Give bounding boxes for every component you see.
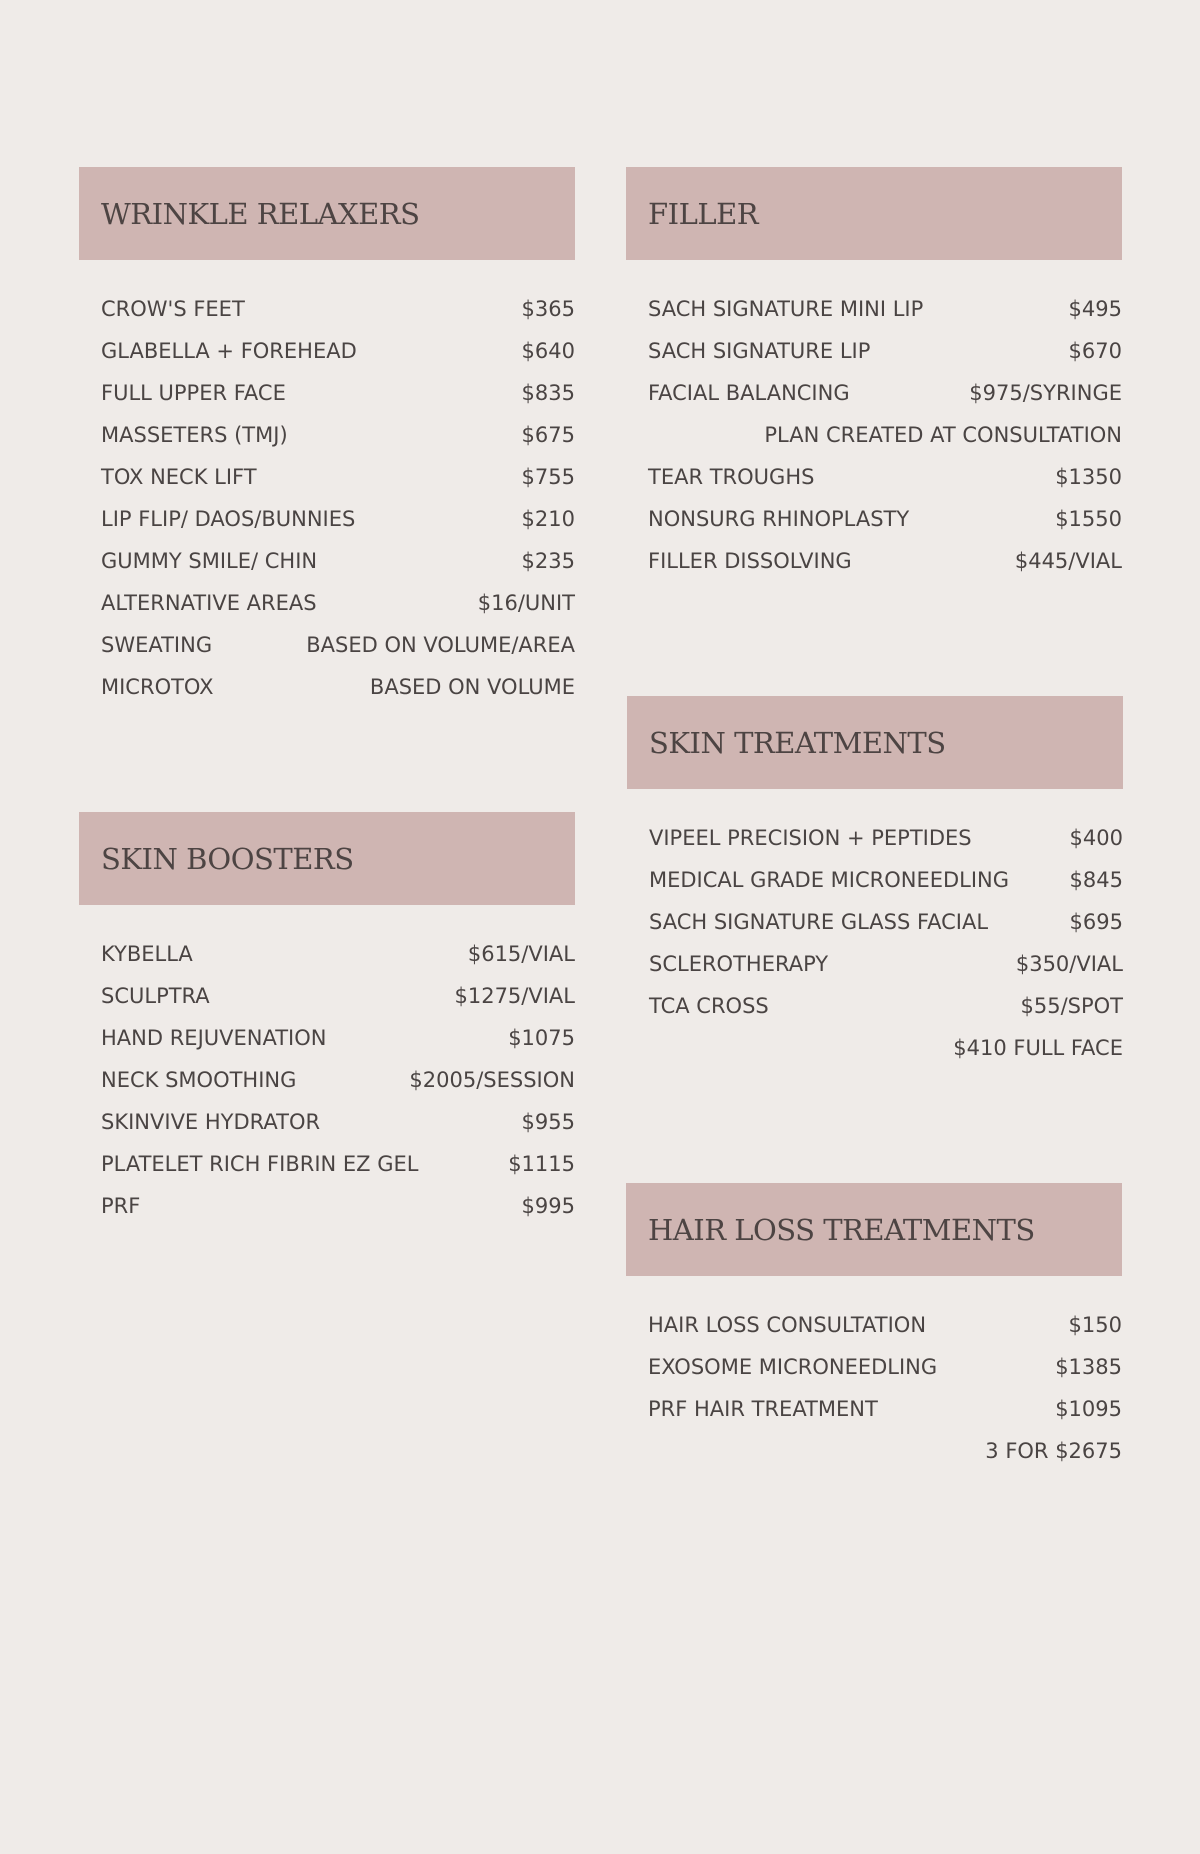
section-skin-treatments bbox=[627, 696, 1123, 1069]
treatment-price: $675 bbox=[521, 423, 575, 447]
treatment-price: $350/VIAL bbox=[1015, 952, 1123, 976]
price-row bbox=[648, 1346, 1122, 1388]
price-row bbox=[648, 1388, 1122, 1430]
treatment-name: FULL UPPER FACE bbox=[101, 381, 286, 405]
treatment-name: ALTERNATIVE AREAS bbox=[101, 591, 317, 615]
treatment-price: $835 bbox=[521, 381, 575, 405]
treatment-price: $150 bbox=[1068, 1313, 1122, 1337]
section-title: FILLER bbox=[648, 196, 759, 231]
treatment-name: PLATELET RICH FIBRIN EZ GEL bbox=[101, 1152, 419, 1176]
price-row bbox=[101, 288, 575, 330]
treatment-price: $1115 bbox=[508, 1152, 575, 1176]
price-list bbox=[627, 817, 1123, 1069]
treatment-name: PRF bbox=[101, 1194, 141, 1218]
section-title: SKIN BOOSTERS bbox=[101, 841, 354, 876]
treatment-name: TOX NECK LIFT bbox=[101, 465, 257, 489]
price-list bbox=[626, 1304, 1122, 1472]
price-row bbox=[101, 372, 575, 414]
price-row bbox=[101, 414, 575, 456]
treatment-name: HAIR LOSS CONSULTATION bbox=[648, 1313, 927, 1337]
treatment-name: NECK SMOOTHING bbox=[101, 1068, 297, 1092]
treatment-name: SACH SIGNATURE GLASS FACIAL bbox=[649, 910, 989, 934]
treatment-name: HAND REJUVENATION bbox=[101, 1026, 327, 1050]
treatment-price: $2005/SESSION bbox=[409, 1068, 575, 1092]
price-row bbox=[648, 1304, 1122, 1346]
price-note: PLAN CREATED AT CONSULTATION bbox=[764, 423, 1122, 447]
section-title: SKIN TREATMENTS bbox=[649, 725, 946, 760]
treatment-price: $1095 bbox=[1055, 1397, 1122, 1421]
treatment-name: NONSURG RHINOPLASTY bbox=[648, 507, 910, 531]
price-row bbox=[649, 859, 1123, 901]
treatment-price: $445/VIAL bbox=[1014, 549, 1122, 573]
treatment-name: SKINVIVE HYDRATOR bbox=[101, 1110, 321, 1134]
price-list bbox=[626, 288, 1122, 582]
treatment-price: $210 bbox=[521, 507, 575, 531]
treatment-name: KYBELLA bbox=[101, 942, 193, 966]
section-header bbox=[626, 1183, 1122, 1276]
treatment-name: MASSETERS (TMJ) bbox=[101, 423, 288, 447]
treatment-price: $995 bbox=[521, 1194, 575, 1218]
treatment-name: PRF HAIR TREATMENT bbox=[648, 1397, 878, 1421]
treatment-price: $400 bbox=[1069, 826, 1123, 850]
price-row bbox=[648, 372, 1122, 414]
treatment-name: VIPEEL PRECISION + PEPTIDES bbox=[649, 826, 972, 850]
section-header bbox=[79, 167, 575, 260]
treatment-price: BASED ON VOLUME/AREA bbox=[306, 633, 575, 657]
section-header bbox=[626, 167, 1122, 260]
price-row bbox=[101, 624, 575, 666]
treatment-price: $975/SYRINGE bbox=[969, 381, 1122, 405]
treatment-price: $235 bbox=[521, 549, 575, 573]
section-header bbox=[627, 696, 1123, 789]
treatment-price: $365 bbox=[521, 297, 575, 321]
price-note: 3 FOR $2675 bbox=[985, 1439, 1122, 1463]
price-row bbox=[101, 1143, 575, 1185]
price-note-row bbox=[648, 414, 1122, 456]
price-row bbox=[101, 1017, 575, 1059]
treatment-price: $1350 bbox=[1055, 465, 1122, 489]
treatment-price: $615/VIAL bbox=[467, 942, 575, 966]
price-list bbox=[79, 288, 575, 708]
price-note: $410 FULL FACE bbox=[953, 1036, 1123, 1060]
section-header bbox=[79, 812, 575, 905]
section-filler bbox=[626, 167, 1122, 582]
price-row bbox=[101, 498, 575, 540]
treatment-price: $1550 bbox=[1055, 507, 1122, 531]
section-title: HAIR LOSS TREATMENTS bbox=[648, 1212, 1035, 1247]
price-list bbox=[79, 933, 575, 1227]
treatment-name: FILLER DISSOLVING bbox=[648, 549, 852, 573]
treatment-name: EXOSOME MICRONEEDLING bbox=[648, 1355, 938, 1379]
section-skin-boosters bbox=[79, 812, 575, 1227]
price-row bbox=[648, 288, 1122, 330]
price-row bbox=[649, 817, 1123, 859]
treatment-price: $1275/VIAL bbox=[454, 984, 575, 1008]
treatment-name: SWEATING bbox=[101, 633, 213, 657]
price-row bbox=[649, 901, 1123, 943]
price-row bbox=[101, 330, 575, 372]
treatment-price: $670 bbox=[1068, 339, 1122, 363]
treatment-name: TEAR TROUGHS bbox=[648, 465, 815, 489]
treatment-price: $640 bbox=[521, 339, 575, 363]
treatment-price: $1075 bbox=[508, 1026, 575, 1050]
price-row bbox=[648, 498, 1122, 540]
price-row bbox=[101, 456, 575, 498]
treatment-name: SCLEROTHERAPY bbox=[649, 952, 829, 976]
treatment-name: MEDICAL GRADE MICRONEEDLING bbox=[649, 868, 1010, 892]
price-row bbox=[101, 1185, 575, 1227]
treatment-price: $755 bbox=[521, 465, 575, 489]
treatment-price: $845 bbox=[1069, 868, 1123, 892]
treatment-name: CROW'S FEET bbox=[101, 297, 245, 321]
price-row bbox=[101, 666, 575, 708]
section-wrinkle-relaxers bbox=[79, 167, 575, 708]
price-row bbox=[101, 1101, 575, 1143]
treatment-name: MICROTOX bbox=[101, 675, 214, 699]
treatment-price: $1385 bbox=[1055, 1355, 1122, 1379]
price-row bbox=[101, 582, 575, 624]
section-title: WRINKLE RELAXERS bbox=[101, 196, 420, 231]
treatment-name: GLABELLA + FOREHEAD bbox=[101, 339, 357, 363]
treatment-price: $55/SPOT bbox=[1020, 994, 1123, 1018]
price-row bbox=[101, 933, 575, 975]
price-row bbox=[648, 540, 1122, 582]
treatment-price: $955 bbox=[521, 1110, 575, 1134]
price-row bbox=[649, 985, 1123, 1027]
section-hair-loss-treatments bbox=[626, 1183, 1122, 1472]
treatment-price: $495 bbox=[1068, 297, 1122, 321]
price-note-row bbox=[648, 1430, 1122, 1472]
treatment-name: SCULPTRA bbox=[101, 984, 210, 1008]
price-row bbox=[648, 456, 1122, 498]
treatment-name: SACH SIGNATURE MINI LIP bbox=[648, 297, 924, 321]
treatment-price: $16/UNIT bbox=[477, 591, 575, 615]
price-row bbox=[101, 540, 575, 582]
price-row bbox=[101, 975, 575, 1017]
treatment-name: LIP FLIP/ DAOS/BUNNIES bbox=[101, 507, 356, 531]
treatment-name: TCA CROSS bbox=[649, 994, 769, 1018]
treatment-price: BASED ON VOLUME bbox=[369, 675, 575, 699]
price-row bbox=[648, 330, 1122, 372]
price-row bbox=[101, 1059, 575, 1101]
price-note-row bbox=[649, 1027, 1123, 1069]
treatment-name: GUMMY SMILE/ CHIN bbox=[101, 549, 318, 573]
treatment-price: $695 bbox=[1069, 910, 1123, 934]
treatment-name: SACH SIGNATURE LIP bbox=[648, 339, 871, 363]
treatment-name: FACIAL BALANCING bbox=[648, 381, 850, 405]
price-row bbox=[649, 943, 1123, 985]
